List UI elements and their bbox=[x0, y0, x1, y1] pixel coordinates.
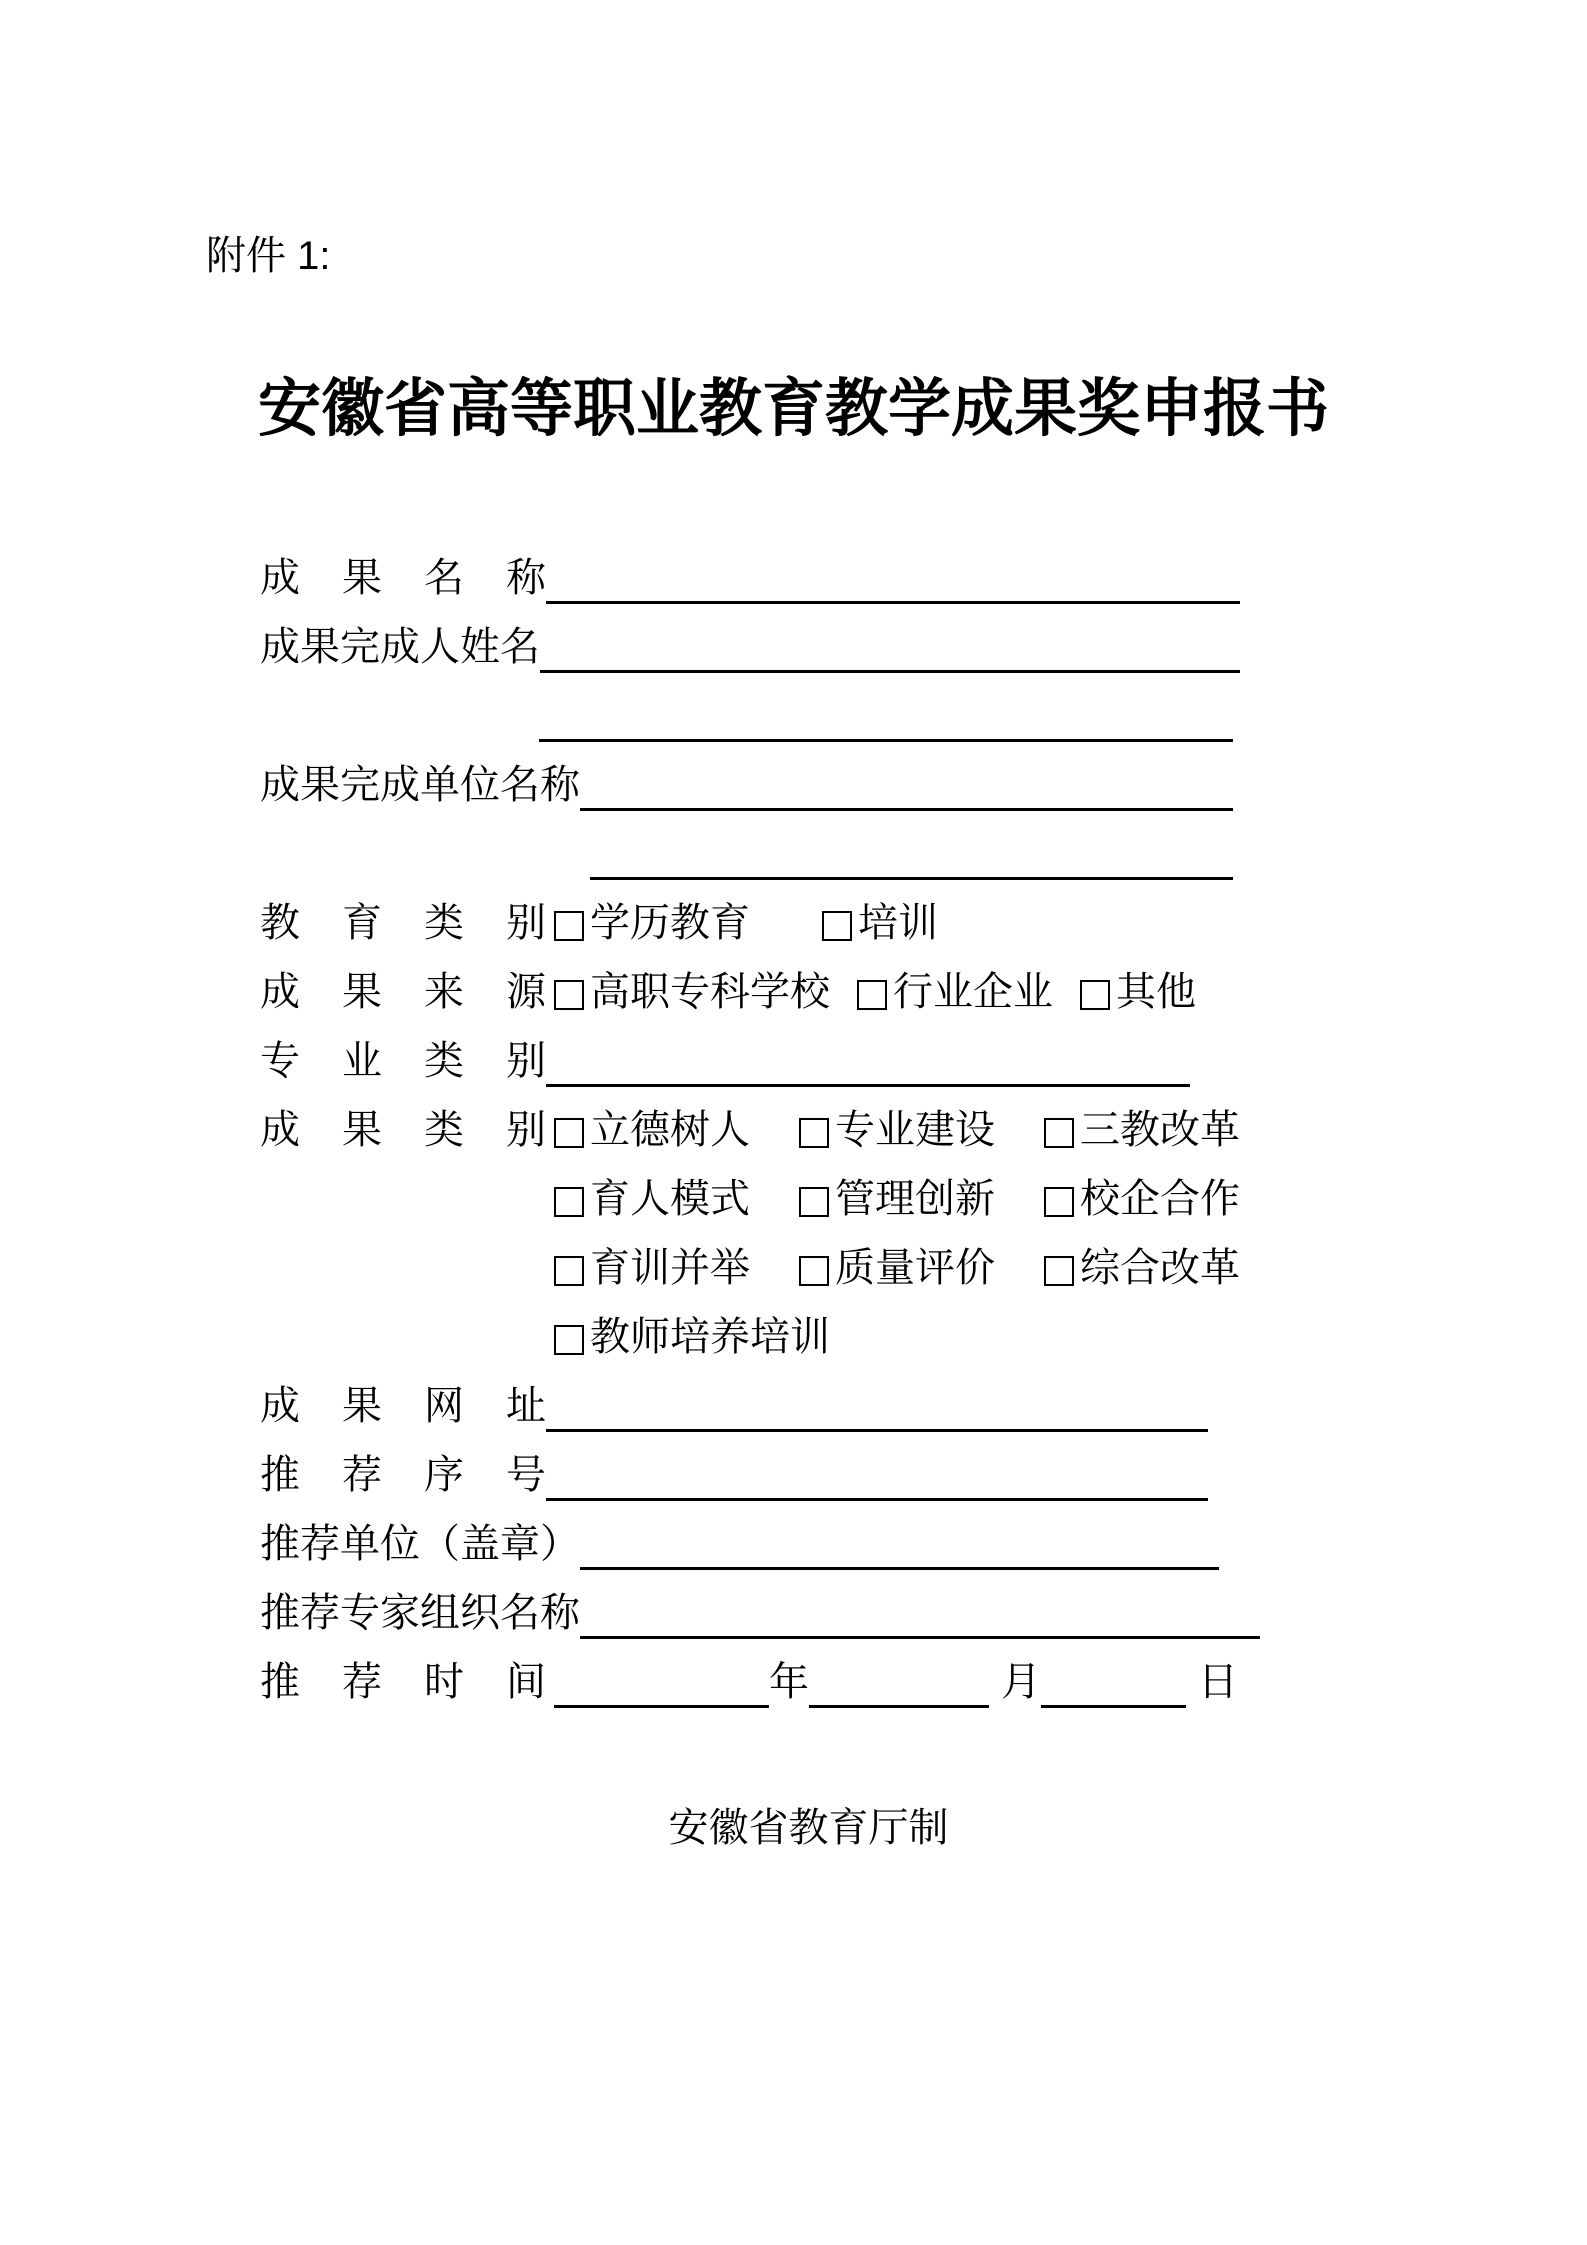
option-label: 学历教育 bbox=[590, 900, 750, 945]
option-label: 高职专科学校 bbox=[590, 969, 830, 1014]
option-label: 立德树人 bbox=[590, 1107, 750, 1152]
field-row-recommendation-date bbox=[260, 1639, 1260, 1708]
option-label: 三教改革 bbox=[1080, 1107, 1240, 1152]
field-row-achievement-category-4 bbox=[260, 1294, 1260, 1363]
major-category-blank[interactable] bbox=[546, 1018, 1190, 1087]
checkbox-teacher-training[interactable] bbox=[554, 1325, 584, 1355]
completing-unit-blank-2[interactable] bbox=[590, 811, 1233, 880]
checkbox-school-enterprise-cooperation[interactable] bbox=[1044, 1187, 1074, 1217]
field-row-achievement-category-2 bbox=[260, 1156, 1260, 1225]
completer-names-blank[interactable] bbox=[540, 604, 1240, 673]
option-other-source bbox=[1080, 969, 1196, 1018]
checkbox-training[interactable] bbox=[822, 911, 852, 941]
checkbox-education-model[interactable] bbox=[554, 1187, 584, 1217]
achievement-url-blank[interactable] bbox=[546, 1363, 1208, 1432]
option-label: 培训 bbox=[858, 900, 938, 945]
field-row-education-category bbox=[260, 880, 1260, 949]
option-label: 专业建设 bbox=[835, 1107, 995, 1152]
recommending-expert-org-blank[interactable] bbox=[580, 1570, 1260, 1639]
option-label: 教师培养培训 bbox=[590, 1314, 830, 1359]
recommendation-serial-blank[interactable] bbox=[546, 1432, 1208, 1501]
checkbox-management-innovation[interactable] bbox=[799, 1187, 829, 1217]
checkbox-other-source[interactable] bbox=[1080, 980, 1110, 1010]
recommendation-date-label: 推 荐 时 间 bbox=[260, 1659, 546, 1704]
option-quality-evaluation bbox=[799, 1245, 1044, 1294]
completer-names-label: 成果完成人姓名 bbox=[260, 624, 540, 669]
achievement-name-label: 成 果 名 称 bbox=[260, 555, 546, 600]
option-three-education-reform bbox=[1044, 1107, 1240, 1156]
year-unit-label: 年 bbox=[769, 1659, 809, 1704]
achievement-category-label: 成 果 类 别 bbox=[260, 1107, 546, 1152]
option-education-model bbox=[554, 1176, 799, 1225]
field-row-recommending-expert-org bbox=[260, 1570, 1260, 1639]
field-row-achievement-url bbox=[260, 1363, 1260, 1432]
completing-unit-blank[interactable] bbox=[580, 742, 1233, 811]
field-row-completer-names-continued bbox=[260, 673, 1260, 742]
achievement-url-label: 成 果 网 址 bbox=[260, 1383, 546, 1428]
recommendation-serial-label: 推 荐 序 号 bbox=[260, 1452, 546, 1497]
checkbox-quality-evaluation[interactable] bbox=[799, 1256, 829, 1286]
option-training bbox=[822, 900, 938, 949]
field-row-recommending-unit bbox=[260, 1501, 1260, 1570]
recommending-unit-label: 推荐单位（盖章） bbox=[260, 1521, 580, 1566]
field-row-recommendation-serial bbox=[260, 1432, 1260, 1501]
option-label: 综合改革 bbox=[1080, 1245, 1240, 1290]
checkbox-higher-vocational-school[interactable] bbox=[554, 980, 584, 1010]
recommendation-month-blank[interactable] bbox=[809, 1639, 989, 1708]
page-title: 安徽省高等职业教育教学成果奖申报书 bbox=[258, 374, 1329, 444]
checkbox-three-education-reform[interactable] bbox=[1044, 1118, 1074, 1148]
checkbox-moral-education[interactable] bbox=[554, 1118, 584, 1148]
recommendation-day-blank[interactable] bbox=[1041, 1639, 1186, 1708]
checkbox-industry-enterprise[interactable] bbox=[857, 980, 887, 1010]
recommendation-year-blank[interactable] bbox=[554, 1639, 769, 1708]
option-higher-vocational-school bbox=[554, 969, 830, 1018]
month-unit-label: 月 bbox=[1001, 1659, 1041, 1704]
option-label: 其他 bbox=[1116, 969, 1196, 1014]
option-degree-education bbox=[554, 900, 750, 949]
option-label: 校企合作 bbox=[1080, 1176, 1240, 1221]
achievement-name-blank[interactable] bbox=[546, 535, 1240, 604]
field-row-completer-names bbox=[260, 604, 1260, 673]
day-unit-label: 日 bbox=[1198, 1659, 1238, 1704]
option-management-innovation bbox=[799, 1176, 1044, 1225]
option-school-enterprise-cooperation bbox=[1044, 1176, 1240, 1225]
field-row-achievement-source bbox=[260, 949, 1260, 1018]
education-category-label: 教 育 类 别 bbox=[260, 900, 546, 945]
checkbox-comprehensive-reform[interactable] bbox=[1044, 1256, 1074, 1286]
checkbox-degree-education[interactable] bbox=[554, 911, 584, 941]
option-label: 育训并举 bbox=[590, 1245, 750, 1290]
recommending-unit-blank[interactable] bbox=[580, 1501, 1219, 1570]
achievement-source-label: 成 果 来 源 bbox=[260, 969, 546, 1014]
field-row-completing-unit-continued bbox=[260, 811, 1260, 880]
option-education-training-combination bbox=[554, 1245, 799, 1294]
field-row-achievement-name bbox=[260, 535, 1260, 604]
issuing-authority-note: 安徽省教育厅制 bbox=[668, 1805, 949, 1850]
recommending-expert-org-label: 推荐专家组织名称 bbox=[260, 1590, 580, 1635]
option-label: 行业企业 bbox=[893, 969, 1053, 1014]
form-body bbox=[260, 535, 1260, 1708]
field-row-achievement-category-1 bbox=[260, 1087, 1260, 1156]
completer-names-blank-2[interactable] bbox=[539, 673, 1233, 742]
option-comprehensive-reform bbox=[1044, 1245, 1240, 1294]
checkbox-major-construction[interactable] bbox=[799, 1118, 829, 1148]
field-row-major-category bbox=[260, 1018, 1260, 1087]
option-label: 质量评价 bbox=[835, 1245, 995, 1290]
option-label: 管理创新 bbox=[835, 1176, 995, 1221]
completing-unit-label: 成果完成单位名称 bbox=[260, 762, 580, 807]
major-category-label: 专 业 类 别 bbox=[260, 1038, 546, 1083]
option-teacher-training bbox=[554, 1314, 830, 1363]
option-industry-enterprise bbox=[857, 969, 1053, 1018]
field-row-completing-unit bbox=[260, 742, 1260, 811]
option-label: 育人模式 bbox=[590, 1176, 750, 1221]
field-row-achievement-category-3 bbox=[260, 1225, 1260, 1294]
option-moral-education bbox=[554, 1107, 799, 1156]
attachment-label: 附件 1: bbox=[206, 234, 331, 278]
checkbox-education-training-combination[interactable] bbox=[554, 1256, 584, 1286]
option-major-construction bbox=[799, 1107, 1044, 1156]
